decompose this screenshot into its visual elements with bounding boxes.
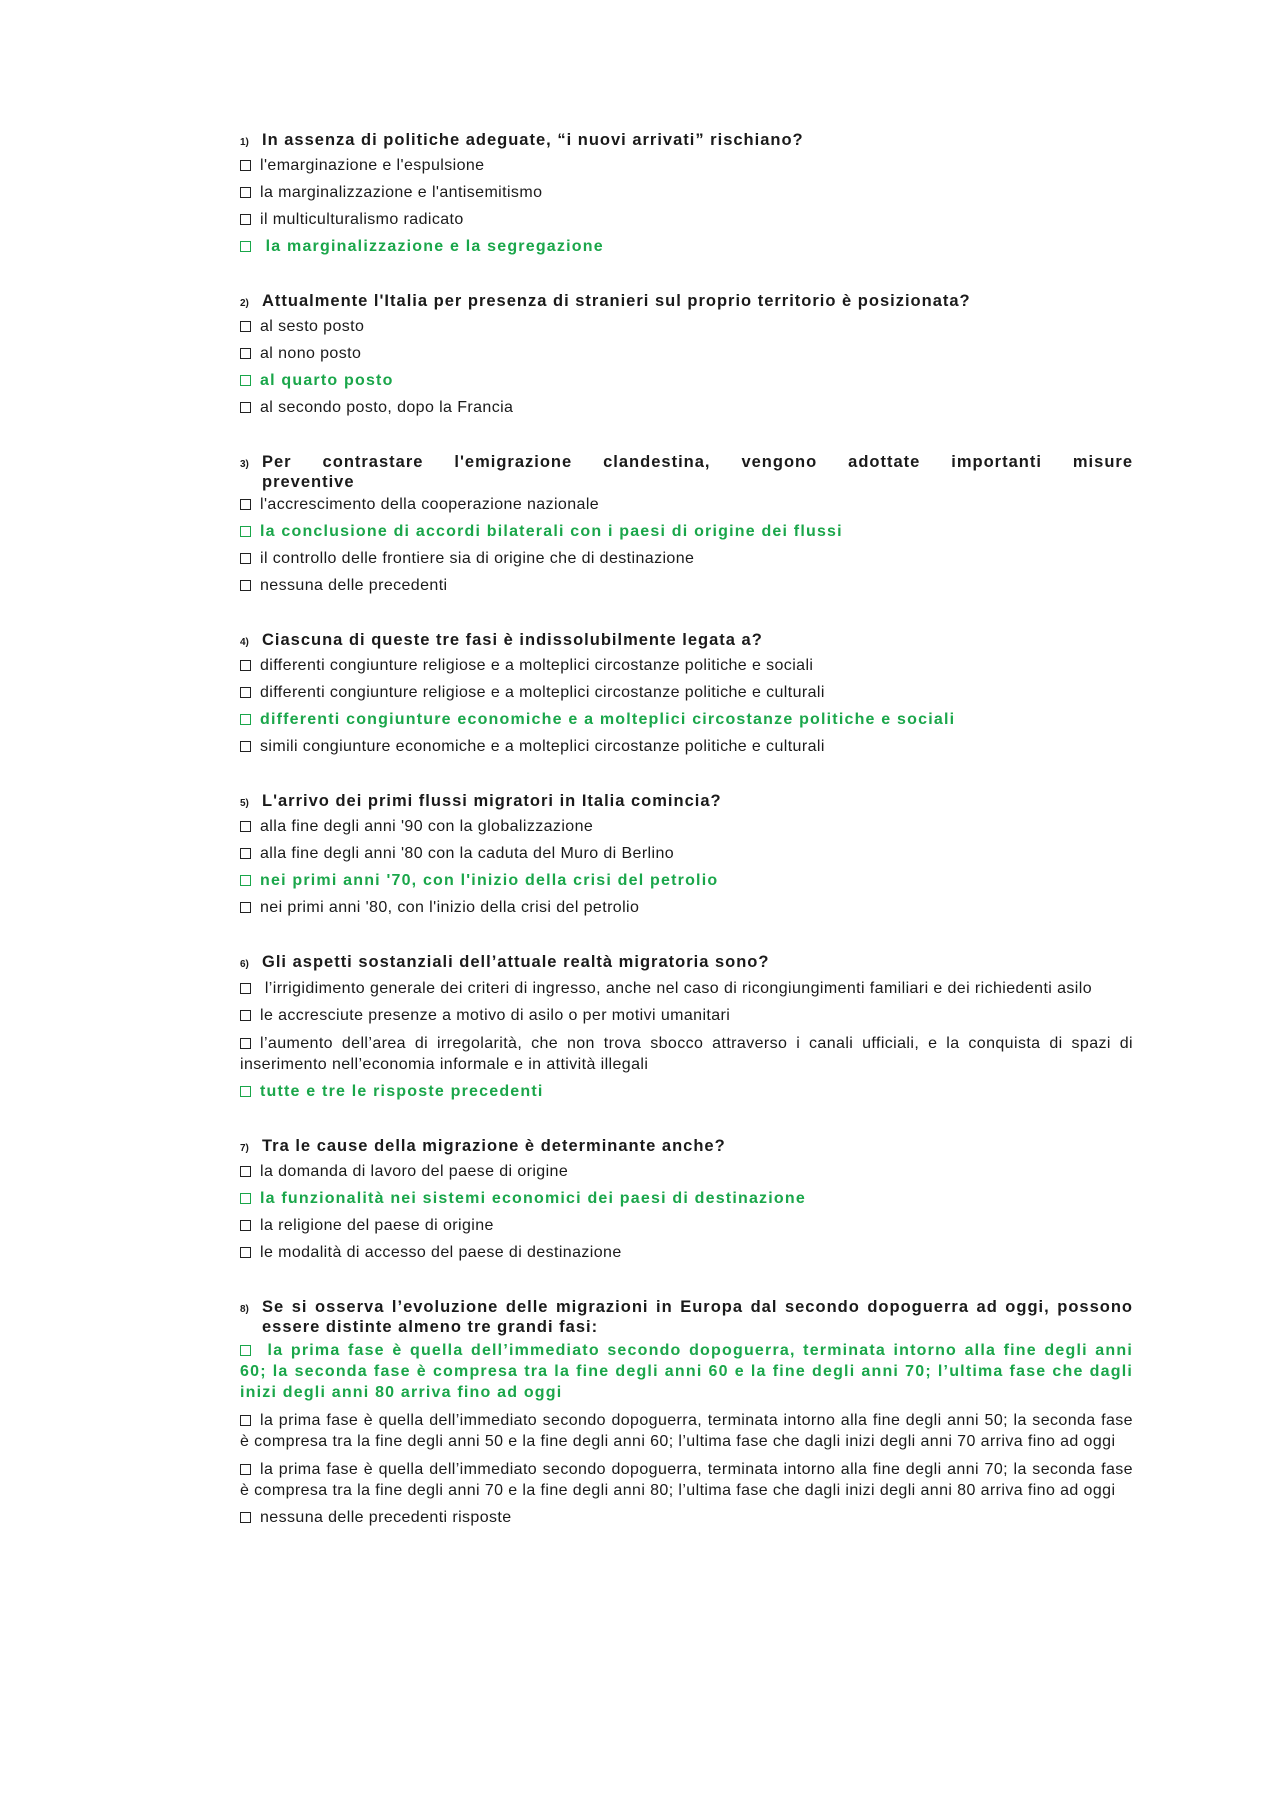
option[interactable] [240,898,1133,918]
option[interactable] [240,210,1133,230]
question-text: Ciascuna di queste tre fasi è indissolubilmente legata a? [262,631,763,649]
option[interactable] [240,656,1133,676]
checkbox-icon[interactable] [240,1166,251,1177]
option[interactable] [240,978,1133,999]
option[interactable] [240,1162,1133,1182]
checkbox-icon[interactable] [240,1220,251,1231]
option[interactable] [240,495,1133,515]
option[interactable] [240,1006,1133,1026]
option-label: alla fine degli anni '90 con la globalizzazione [260,818,594,835]
question-text: Attualmente l'Italia per presenza di stranieri sul proprio territorio è posizionata? [262,292,971,310]
option-label: nessuna delle precedenti risposte [260,1509,512,1526]
option[interactable] [240,683,1133,703]
checkbox-icon[interactable] [240,241,251,252]
checkbox-icon[interactable] [240,402,251,413]
question-5 [240,791,1133,918]
option-correct[interactable] [240,871,1133,891]
question-text: In assenza di politiche adeguate, “i nuovi arrivati” rischiano? [262,131,804,149]
option[interactable] [240,317,1133,337]
checkbox-icon[interactable] [240,321,251,332]
quiz-page [240,130,1133,1562]
option-correct[interactable] [240,237,1133,257]
checkbox-icon[interactable] [240,348,251,359]
checkbox-icon[interactable] [240,214,251,225]
checkbox-icon[interactable] [240,1086,251,1097]
question-title [240,291,1133,314]
question-text: L'arrivo dei primi flussi migratori in Italia comincia? [262,792,722,810]
question-2 [240,291,1133,418]
question-7 [240,1136,1133,1263]
option-label: la funzionalità nei sistemi economici dei paesi di destinazione [260,1190,806,1207]
checkbox-icon[interactable] [240,553,251,564]
checkbox-icon[interactable] [240,902,251,913]
checkbox-icon[interactable] [240,714,251,725]
checkbox-icon[interactable] [240,983,251,994]
checkbox-icon[interactable] [240,526,251,537]
checkbox-icon[interactable] [240,687,251,698]
question-text: Se si osserva l’evoluzione delle migrazioni in Europa dal secondo dopoguerra ad oggi, possono essere distinte almeno tre grandi fasi: [262,1298,1133,1336]
checkbox-icon[interactable] [240,160,251,171]
question-number: 5) [240,798,249,809]
checkbox-icon[interactable] [240,1512,251,1523]
option-label: l'emarginazione e l'espulsione [260,157,485,174]
option[interactable] [240,398,1133,418]
option[interactable] [240,156,1133,176]
option-label: il controllo delle frontiere sia di origine che di destinazione [260,550,695,567]
question-number: 6) [240,959,249,970]
checkbox-icon[interactable] [240,1415,251,1426]
option-correct[interactable] [240,710,1133,730]
checkbox-icon[interactable] [240,1193,251,1204]
checkbox-icon[interactable] [240,1247,251,1258]
option-correct[interactable] [240,1082,1133,1102]
option-label: differenti congiunture religiose e a molteplici circostanze politiche e sociali [260,657,814,674]
question-title [240,791,1133,814]
option-label: la domanda di lavoro del paese di origine [260,1163,569,1180]
option-label: tutte e tre le risposte precedenti [260,1083,544,1100]
option-label: al sesto posto [260,318,365,335]
checkbox-icon[interactable] [240,1464,251,1475]
option-label: nei primi anni '70, con l'inizio della crisi del petrolio [260,872,719,889]
option-label: l’irrigidimento generale dei criteri di ingresso, anche nel caso di ricongiungimenti familiari e dei richiedenti asilo [260,980,1092,997]
option-label: la prima fase è quella dell’immediato secondo dopoguerra, terminata intorno alla fine degli anni 50; la seconda fase è compresa tra la fine degli anni 50 e la fine degli anni 60; l’ultima fase che dagli inizi degli anni 70 arriva fino ad oggi [240,1412,1133,1450]
question-title [240,130,1133,153]
option[interactable] [240,549,1133,569]
option-label: al quarto posto [260,372,394,389]
checkbox-icon[interactable] [240,1010,251,1021]
option-correct[interactable] [240,1189,1133,1209]
checkbox-icon[interactable] [240,875,251,886]
question-8 [240,1297,1133,1528]
option-label: al secondo posto, dopo la Francia [260,399,514,416]
checkbox-icon[interactable] [240,187,251,198]
question-number: 2) [240,298,249,309]
option-label: la prima fase è quella dell’immediato secondo dopoguerra, terminata intorno alla fine degli anni 70; la seconda fase è compresa tra la fine degli anni 70 e la fine degli anni 80; l’ultima fase che dagli inizi degli anni 80 arriva fino ad oggi [240,1461,1133,1499]
checkbox-icon[interactable] [240,375,251,386]
option[interactable] [240,183,1133,203]
question-text: Per contrastare l'emigrazione clandestina, vengono adottate importanti misure preventive [262,453,1133,491]
question-3 [240,452,1133,596]
checkbox-icon[interactable] [240,1345,251,1356]
option[interactable] [240,1508,1133,1528]
question-number: 3) [240,459,249,470]
option-label: differenti congiunture religiose e a molteplici circostanze politiche e culturali [260,684,825,701]
option[interactable] [240,1243,1133,1263]
question-6 [240,952,1133,1102]
checkbox-icon[interactable] [240,821,251,832]
checkbox-icon[interactable] [240,580,251,591]
option-label: differenti congiunture economiche e a molteplici circostanze politiche e sociali [260,711,956,728]
option[interactable] [240,817,1133,837]
option-label: simili congiunture economiche e a molteplici circostanze politiche e culturali [260,738,825,755]
question-title [240,630,1133,653]
option[interactable] [240,1459,1133,1501]
checkbox-icon[interactable] [240,660,251,671]
option-correct[interactable] [240,1340,1133,1403]
option-label: nessuna delle precedenti [260,577,448,594]
option[interactable] [240,737,1133,757]
option-label: la marginalizzazione e l'antisemitismo [260,184,543,201]
question-title [240,1136,1133,1159]
question-title [240,952,1133,975]
option-correct[interactable] [240,522,1133,542]
option-label: nei primi anni '80, con l'inizio della crisi del petrolio [260,899,640,916]
question-4 [240,630,1133,757]
option-label: al nono posto [260,345,362,362]
option-label: la religione del paese di origine [260,1217,494,1234]
option[interactable] [240,576,1133,596]
question-number: 1) [240,137,249,148]
option-label: le accresciute presenze a motivo di asilo o per motivi umanitari [260,1007,731,1024]
option-label: l'accrescimento della cooperazione nazionale [260,496,600,513]
question-number: 8) [240,1304,249,1315]
question-text: Tra le cause della migrazione è determinante anche? [262,1137,726,1155]
option[interactable] [240,844,1133,864]
option-label: le modalità di accesso del paese di destinazione [260,1244,622,1261]
option-label: la prima fase è quella dell’immediato secondo dopoguerra, terminata intorno alla fine degli anni 60; la seconda fase è compresa tra la fine degli anni 60 e la fine degli anni 70; l’ultima fase che dagli inizi degli anni 80 arriva fino ad oggi [240,1342,1133,1401]
question-number: 7) [240,1143,249,1154]
checkbox-icon[interactable] [240,1038,251,1049]
option-label: alla fine degli anni '80 con la caduta del Muro di Berlino [260,845,675,862]
question-1 [240,130,1133,257]
question-title [240,452,1133,492]
option[interactable] [240,1216,1133,1236]
option-correct[interactable] [240,371,1133,391]
question-number: 4) [240,637,249,648]
option[interactable] [240,1033,1133,1075]
option[interactable] [240,1410,1133,1452]
option-label: la conclusione di accordi bilaterali con i paesi di origine dei flussi [260,523,843,540]
option[interactable] [240,344,1133,364]
option-label: il multiculturalismo radicato [260,211,464,228]
option-label: l’aumento dell’area di irregolarità, che non trova sbocco attraverso i canali ufficiali, e la conquista di spazi di inserimento nell’economia informale e in attività illegali [240,1035,1133,1073]
checkbox-icon[interactable] [240,741,251,752]
question-title [240,1297,1133,1337]
checkbox-icon[interactable] [240,848,251,859]
option-label: la marginalizzazione e la segregazione [260,238,604,255]
checkbox-icon[interactable] [240,499,251,510]
question-text: Gli aspetti sostanziali dell’attuale realtà migratoria sono? [262,953,770,971]
